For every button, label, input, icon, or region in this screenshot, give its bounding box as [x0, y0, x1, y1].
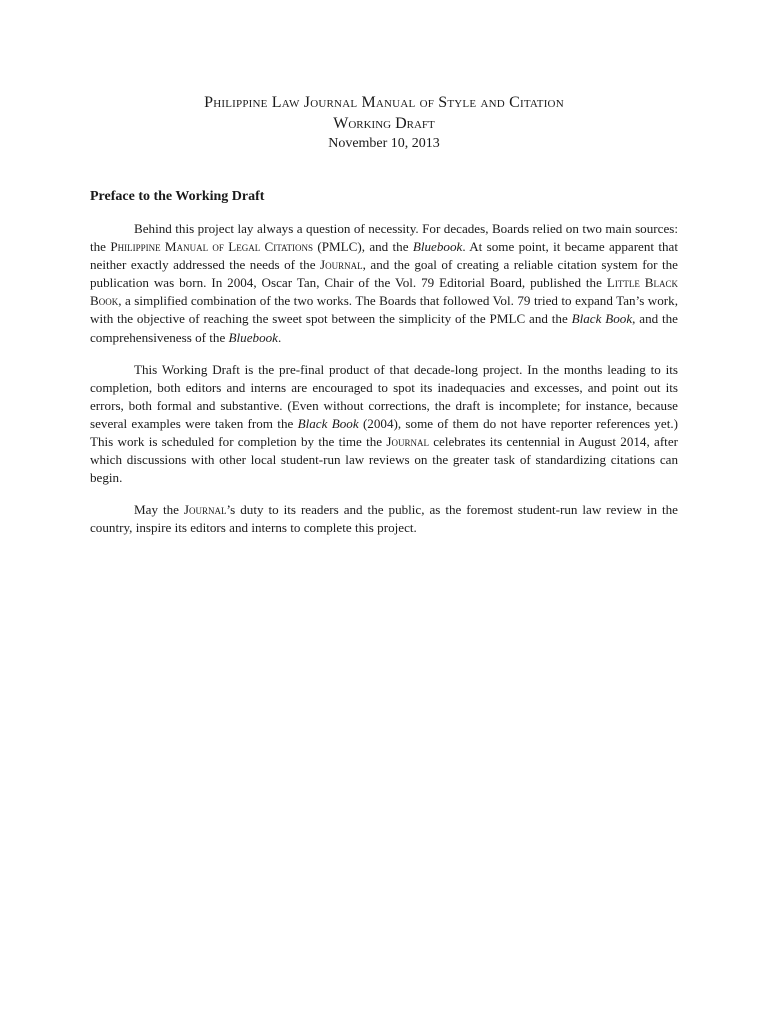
p1-text-2: (PMLC), and the	[313, 239, 413, 255]
p1-journal: Journal	[320, 257, 363, 273]
p1-pmlc-title: Philippine Manual of Legal Citations	[110, 239, 314, 255]
p2-black-book: Black Book	[297, 415, 359, 431]
p2-text-2: (2004), some of them do not have reporter references yet.) This work is scheduled for completion by the time the	[90, 415, 679, 450]
document-page	[90, 92, 678, 538]
p3-journal: Journal	[183, 502, 227, 518]
p1-bluebook-2: Bluebook	[228, 329, 278, 345]
paragraph-3	[90, 501, 678, 537]
p1-text-7: .	[278, 329, 282, 345]
title-block	[90, 92, 678, 154]
document-subtitle: Working Draft	[333, 115, 435, 132]
paragraph-2	[90, 361, 678, 488]
p2-text-3: celebrates its centennial in August 2014, after which discussions with other local student-run law reviews on the greater task of standardizing citations can begin.	[90, 434, 678, 486]
document-title: Philippine Law Journal Manual of Style and Citation	[204, 94, 564, 111]
p3-text-2: ’s duty to its readers and the public, as the foremost student-run law review in the country, inspire its editors and interns to complete this project.	[90, 502, 678, 536]
section-heading: Preface to the Working Draft	[90, 189, 265, 204]
p1-bluebook-1: Bluebook	[412, 239, 463, 255]
p2-journal: Journal	[386, 434, 429, 450]
document-date: November 10, 2013	[328, 136, 440, 151]
p1-text-1: Behind this project lay always a question of necessity. For decades, Boards relied on two main sources: the	[90, 221, 678, 255]
p2-text-1: This Working Draft is the pre-final product of that decade-long project. In the months leading to its completion, both editors and interns are encouraged to spot its inadequacies and excesses, and point out its errors, both formal and substantive. (Even without corrections, the draft is incomplete; for instance, because several examples were taken from the	[90, 361, 678, 431]
p1-black-book: Black Book	[571, 311, 633, 327]
paragraph-1	[90, 220, 678, 347]
p1-text-5: , a simplified combination of the two works. The Boards that followed Vol. 79 tried to expand Tan’s work, with the objective of reaching the sweet spot between the simplicity of the PMLC and the	[90, 293, 678, 327]
p1-text-3: . At some point, it became apparent that neither exactly addressed the needs of the	[90, 239, 678, 273]
p1-text-4: , and the goal of creating a reliable citation system for the publication was born. In 2004, Oscar Tan, Chair of the Vol. 79 Editorial Board, published the	[90, 257, 678, 291]
p1-little-black-book: Little Black Book	[90, 275, 678, 309]
p3-text-1: May the	[134, 502, 184, 518]
p1-text-6: , and the comprehensiveness of the	[90, 311, 678, 345]
